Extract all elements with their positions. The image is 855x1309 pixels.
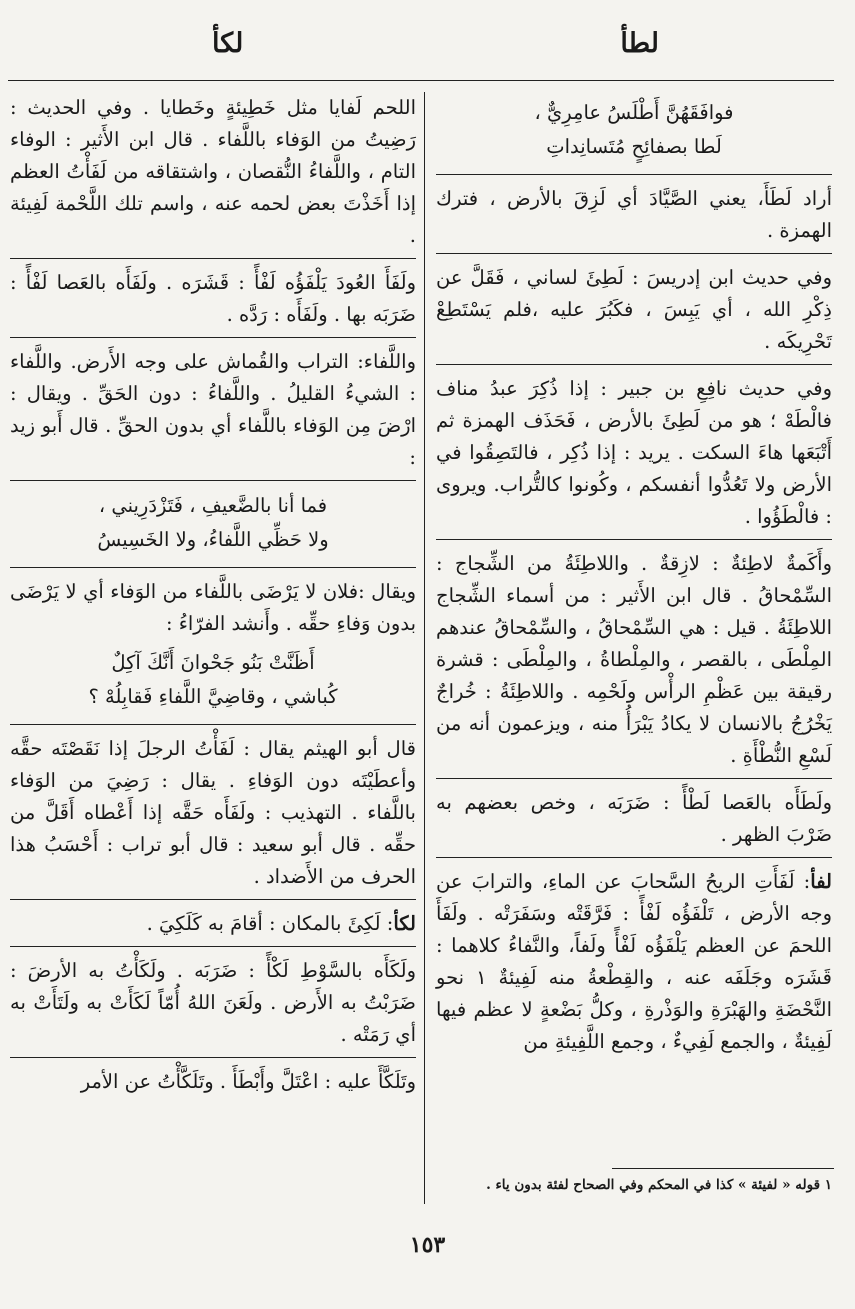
header-word-left: لكأ [212, 28, 244, 59]
separator [436, 174, 832, 175]
entry-text: : لَكِئَ بالمكان : أقامَ به كَلَكِيَ . [146, 912, 394, 935]
separator [10, 258, 416, 259]
verse-line: فما أنا بالضَّعيفِ ، فَتَزْدَرِيني ، [98, 494, 328, 517]
separator [10, 1057, 416, 1058]
verse-line: فوافَقَهُنَّ أَطْلَسُ عامِرِيٌّ ، [534, 101, 734, 124]
separator [10, 480, 416, 481]
separator [10, 567, 416, 568]
paragraph: أراد لَطَأَ، يعني الصَّيَّادَ أي لَزِقَ بالأرض ، فترك الهمزة . [436, 187, 832, 242]
entry-headword: لفأ [810, 870, 832, 893]
separator [10, 724, 416, 725]
separator [436, 857, 832, 858]
paragraph: قال أبو الهيثم يقال : لَفَأْتُ الرجلَ إذا نَقَصْتَه حقَّه وأعطَيْتَه دون الوَفاءِ . يقال : رَضِيَ من الوَفاء باللَّفاء . التهذيب : ولَفَأَه حَقَّه إذا أَعْطاه أَقَلَّ من حقِّه . قال أبو سعيد : قال أبو تراب : أَحْسَبُ هذا الحرف من الأَضداد . [10, 737, 416, 888]
page-number: ١٥٣ [409, 1232, 446, 1258]
verse-line: لَطا بصفائِحٍ مُتَسانِداتِ [546, 135, 722, 158]
paragraph: واللَّفاء: التراب والقُماش على وجه الأَرض. واللَّفاء : الشيءُ القليلُ . واللَّفاءُ : دون الحَقِّ . ويقال : ارْضَ مِن الوَفاء باللَّفاء أي بدون الحقِّ . قال أَبو زيد : [10, 350, 416, 469]
verse-line: كُباشي ، وقاضِيَّ اللَّفاءِ فَقابِلُهْ ؟ [88, 685, 338, 708]
footnote: ١ قوله « لفيئة » كذا في المحكم وفي الصحاح لفئة بدون ياء . [486, 1177, 832, 1193]
verse-1 [10, 489, 416, 557]
paragraph: ولَفَأَ العُودَ يَلْفَؤُه لَفْأً : قَشَرَه . ولَفَأَه بالعَصا لَفْأً : ضَرَبَه بها . ولَفَأَه : رَدَّه . [10, 271, 416, 326]
separator [10, 946, 416, 947]
paragraph: وفي حديث ابن إدريسَ : لَطِئَ لساني ، فَقَلَّ عن ذِكْرِ الله ، أي يَبِسَ ، فكَبُرَ عليه ،فلم يَسْتَطِعْ تَحْرِيكَه . [436, 266, 832, 353]
entry-lka [10, 908, 416, 940]
verse-2 [10, 646, 416, 714]
footnote-rule [612, 1168, 834, 1169]
entry-lfa [436, 866, 832, 1058]
separator [436, 364, 832, 365]
paragraph: وفي حديث نافِعِ بن جبير : إذا ذُكِرَ عبدُ مناف فالْطَهْ ؛ هو من لَطِئَ بالأرض ، فَحَذَف الهمزة ثم أَتْبَعَها هاءَ السكت . يريد : إذا ذُكِر ، فالتَصِقُوا في الأرض ولا تَعُدُّوا أنفسكم ، وكُونوا كالتُّراب. ويروى : فالْطَؤُوا . [436, 377, 832, 528]
column-divider [424, 92, 425, 1204]
separator [10, 899, 416, 900]
header-rule [8, 80, 834, 81]
left-column [10, 92, 416, 1204]
separator [436, 253, 832, 254]
paragraph: وأَكَمةٌ لاطِئةٌ : لازِقةٌ . واللاطِئَةُ من الشِّجاج : السِّمْحاقُ . قال ابن الأَثير : من أسماء الشِّجاج اللاطِئَةُ . قيل : هي السِّمْحاقُ ، والسِّمْحاقُ عندهم المِلْطَى ، بالقصر ، والمِلْطاةُ ، والمِلْطَى : قشرة رقيقة بين عَظْمِ الرأْس ولَحْمِه . واللاطِئَةُ : خُراجٌ يَخْرُجُ بالانسان لا يكادُ يَبْرَأُ منه ، ويزعمون أنه من لَسْعِ النُّطْأَةِ . [436, 552, 832, 767]
separator [10, 337, 416, 338]
entry-text: : لَفَأَتِ الريحُ السَّحابَ عن الماءِ، والترابَ عن وجه الأرض ، تَلْفَؤُه لَفْأً : فَرَّقَتْه وسَفَرَتْه . ولَفَأَ اللحمَ عن العظم يَلْفَؤُه لَفْأً ولَفاً، والنَّفاءُ كلاهما : قَشَرَه وجَلَفَه عنه ، والقِطْعةُ منه لَفِيئةٌ ١ نحو النَّحْضَةِ والهَبْرَةِ والوَذْرةِ ، وكلُّ بَضْعةٍ لا عظم فيها لَفِيئةٌ ، والجمع لَفِيءٌ ، وجمع اللَّفِيئةِ من [436, 870, 832, 1053]
paragraph: اللحم لَفايا مثل خَطِيئةٍ وخَطايا . وفي الحديث : رَضِيتُ من الوَفاء باللَّفاء . قال ابن الأَثير : الوفاء التام ، واللَّفاءُ النُّقصان ، واشتقاقه من لَفَأْتُ العظم إذا أَخَذْتَ بعض لحمه عنه ، واسم تلك اللَّحْمة لَفِيئة . [10, 96, 416, 247]
paragraph: ولَطَأَه بالعَصا لَطْأً : ضَرَبَه ، وخص بعضهم به ضَرْبَ الظهر . [436, 791, 832, 846]
verse-top [436, 96, 832, 164]
right-column [436, 92, 832, 1192]
entry-headword: لكأ [393, 912, 416, 935]
separator [436, 778, 832, 779]
verse-line: أَظَنَّتْ بَنُو جَحْوانَ أَنَّكَ آكِلٌ [111, 651, 315, 674]
separator [436, 539, 832, 540]
verse-line: ولا حَظِّي اللَّفاءُ، ولا الخَسِيسُ [97, 528, 329, 551]
header-word-right: لطأ [620, 28, 659, 59]
paragraph: ولَكَأَه بالسَّوْطِ لَكْأً : ضَرَبَه . ولَكَأْتُ به الأرضَ : ضَرَبْتُ به الأَرض . ولَعَنَ اللهُ أُمّاً لَكَأَتْ به ولَتَأَتْ به أي رَمَتْه . [10, 959, 416, 1046]
paragraph: وتَلَكَّأَ عليه : اعْتَلَّ وأَبْطَأَ . وتَلَكَّأْتُ عن الأمر [80, 1070, 416, 1093]
paragraph: ويقال :فلان لا يَرْضَى باللَّفاء من الوَفاء أي لا يَرْضَى بدون وَفاءِ حقِّه . وأَنشد الفرّاءُ : [10, 580, 416, 635]
